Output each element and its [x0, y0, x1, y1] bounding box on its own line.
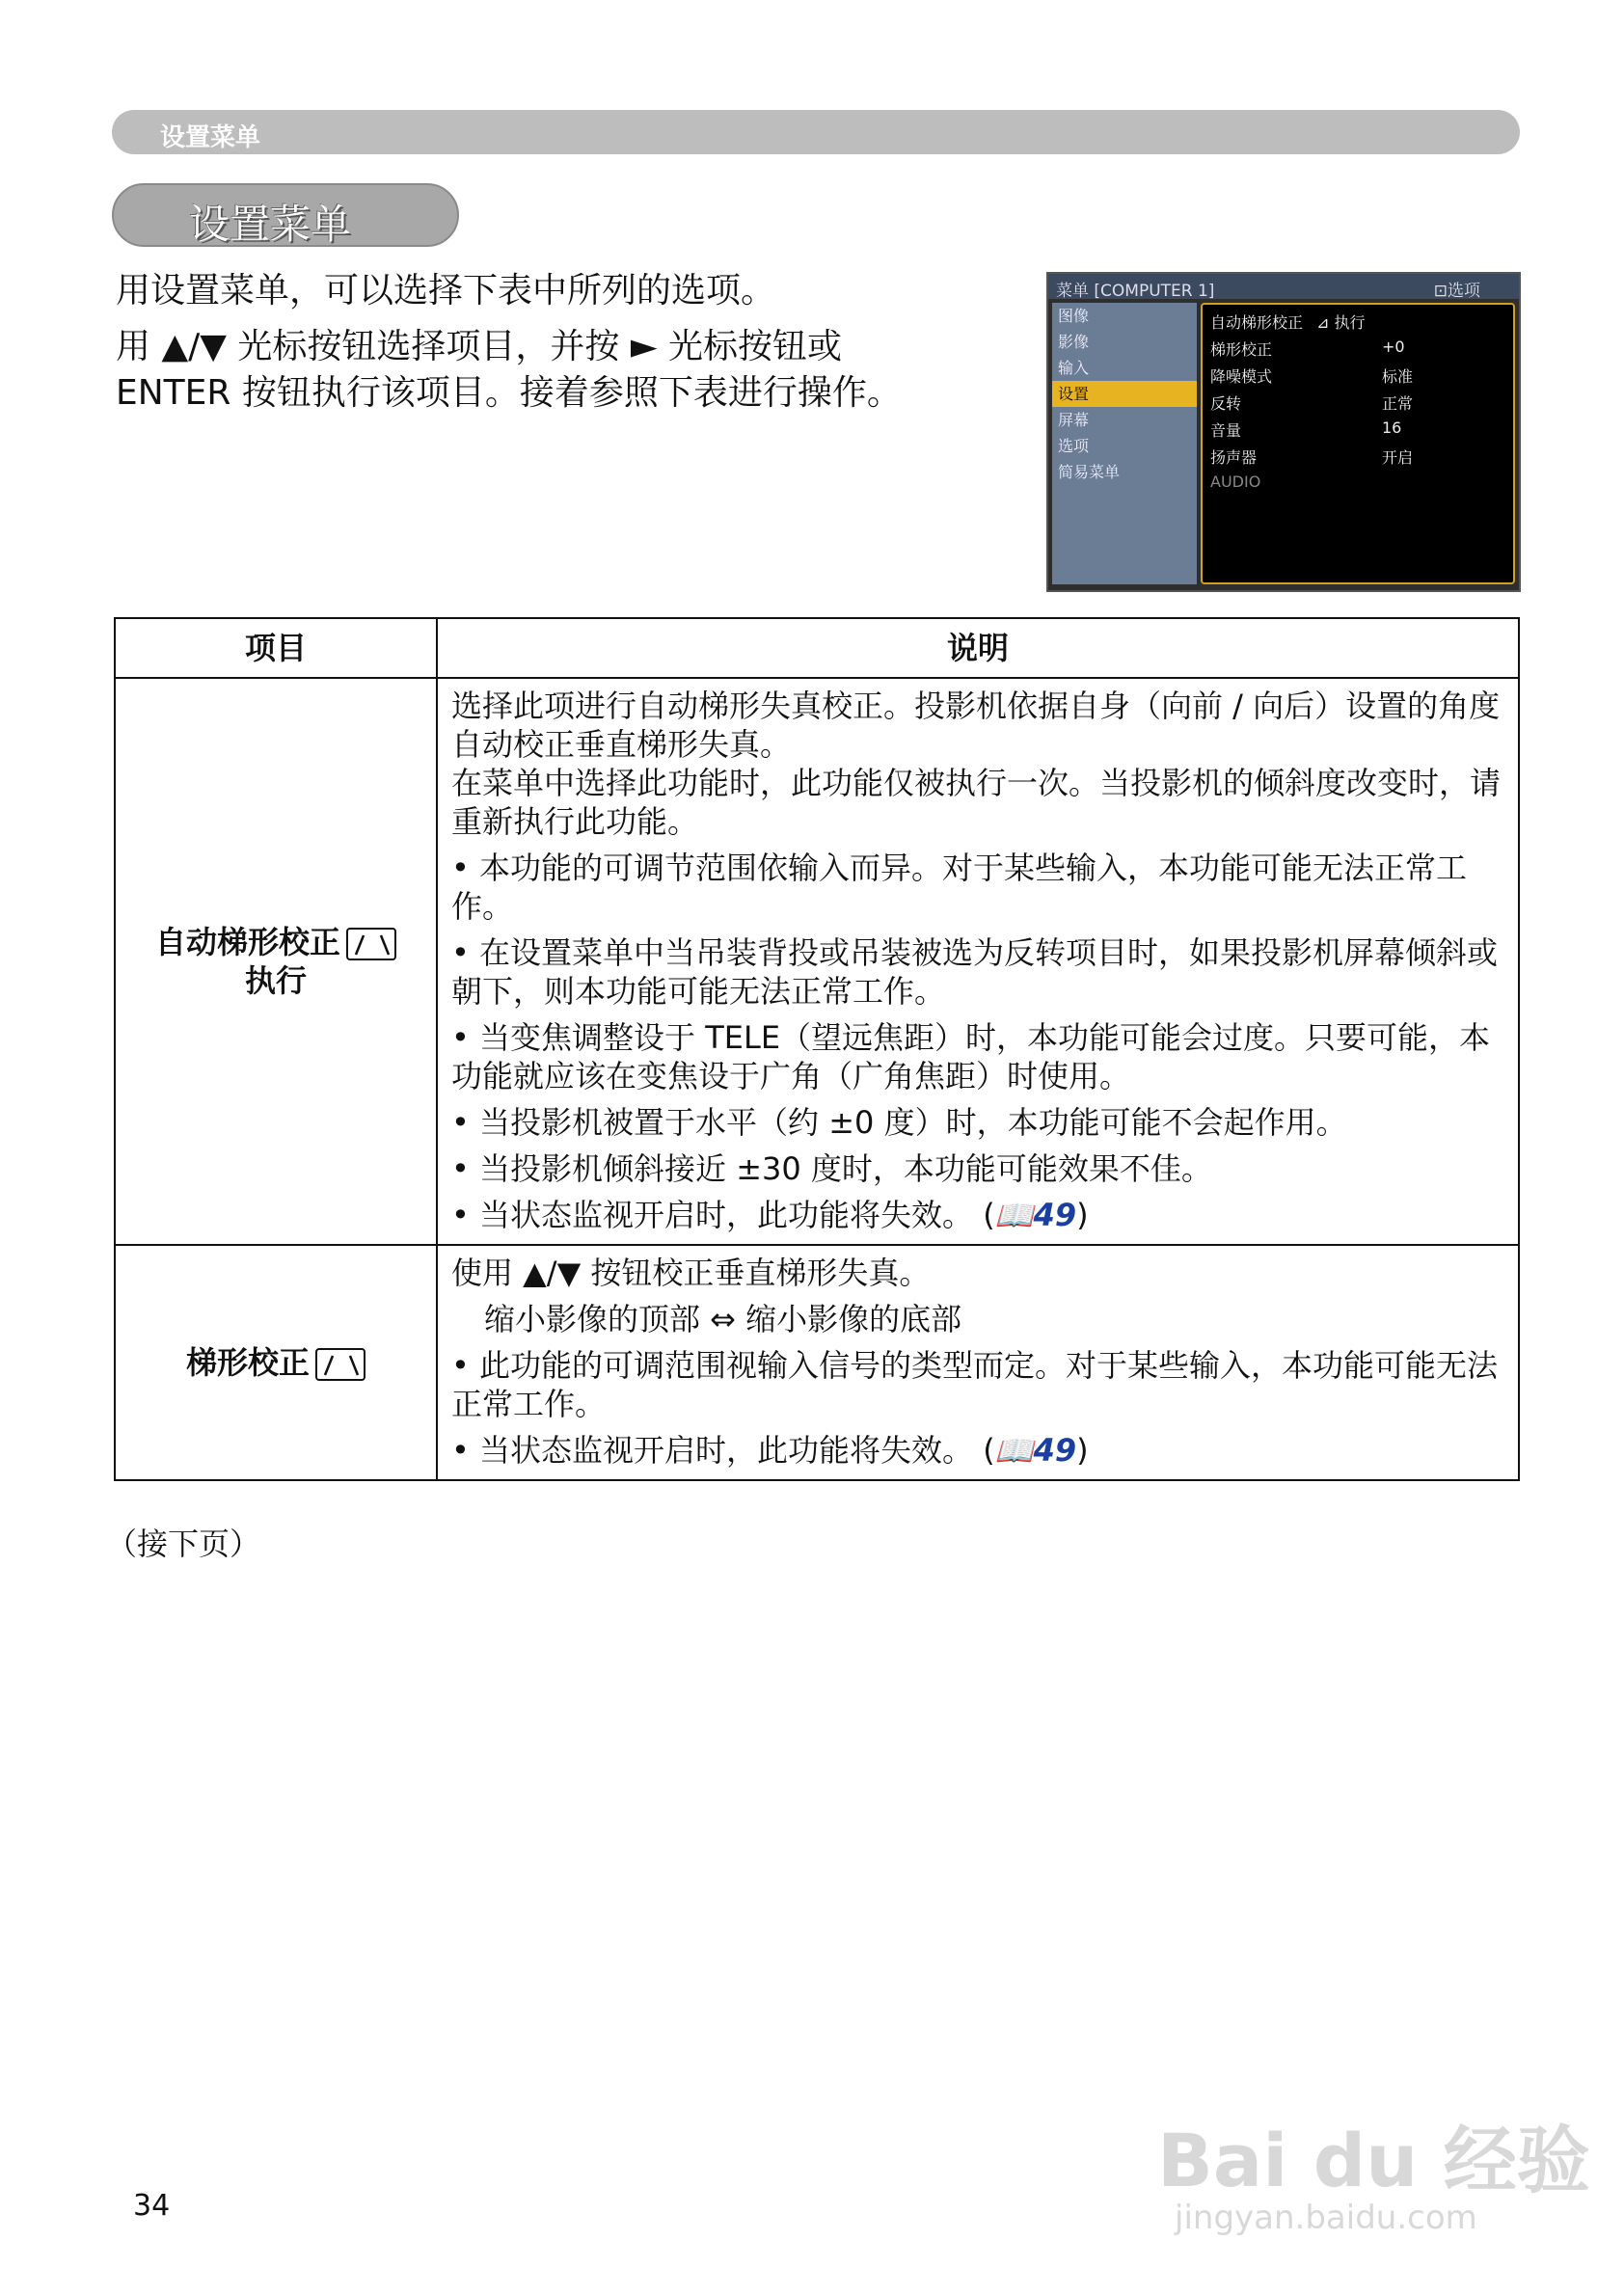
watermark-brand: Bai du 经验 [1157, 2118, 1590, 2203]
osd-select-hint [1434, 277, 1480, 301]
desc-bullet: • 当投影机倾斜接近 ±30 度时，本功能可能效果不佳。 [451, 1150, 1212, 1187]
section-header-label: 设置菜单 [160, 123, 261, 152]
desc-bullet: • 在设置菜单中当吊装背投或吊装被选为反转项目时，如果投影机屏幕倾斜或朝下，则本功能可能无法正常工作。 [451, 934, 1499, 1010]
osd-titlebar [1048, 274, 1519, 299]
osd-row-label: AUDIO [1210, 472, 1261, 491]
osd-category-list [1052, 303, 1197, 584]
desc-paragraph: 缩小影像的顶部 ⇔ 缩小影像的底部 [484, 1301, 962, 1337]
osd-row-label: 反转 [1210, 394, 1242, 413]
table-cell-desc [437, 1245, 1519, 1480]
book-icon: 📖 [994, 1432, 1034, 1469]
watermark-url: jingyan.baidu.com [1175, 2199, 1477, 2237]
desc-bullet-ref: • 当状态监视开启时，此功能将失效。 (📖49) [451, 1197, 1089, 1233]
desc-bullet: • 当投影机被置于水平（约 ±0 度）时，本功能可能不会起作用。 [451, 1104, 1347, 1141]
keystone-icon: ⊿ [1316, 313, 1330, 332]
osd-select-label: 选项 [1448, 282, 1480, 301]
osd-category: 影像 [1058, 333, 1090, 351]
projector-menu-screenshot [1046, 272, 1521, 592]
settings-table [114, 617, 1520, 1481]
manual-ref-page: 49 [1033, 1197, 1077, 1233]
desc-bullet: • 此功能的可调范围视输入信号的类型而定。对于某些输入，本功能可能无法正常工作。 [451, 1347, 1499, 1422]
intro-line-3: ENTER 按钮执行该项目。接着参照下表进行操作。 [116, 373, 902, 413]
book-icon: 📖 [994, 1197, 1034, 1233]
osd-category: 屏幕 [1058, 411, 1090, 429]
select-icon: ⊡ [1433, 282, 1448, 301]
osd-category-selected: 设置 [1052, 381, 1197, 407]
osd-title: 菜单 [COMPUTER 1] [1056, 282, 1215, 301]
osd-row-value-text: 执行 [1334, 313, 1366, 332]
desc-bullet: • 当变焦调整设于 TELE（望远焦距）时，本功能可能会过度。只要可能，本功能就应该在变焦设于广角（广角焦距）时使用。 [451, 1019, 1491, 1094]
osd-row-label: 降噪模式 [1210, 367, 1273, 386]
osd-row-value [1316, 310, 1366, 333]
desc-bullet-ref: • 当状态监视开启时，此功能将失效。 (📖49) [451, 1432, 1089, 1469]
table-row [115, 1245, 1519, 1480]
osd-row-value: 开启 [1382, 448, 1414, 467]
manual-ref-page: 49 [1033, 1432, 1077, 1469]
desc-bullet-text: • 当状态监视开启时，此功能将失效。 [451, 1432, 974, 1469]
desc-bullet-text: • 当状态监视开启时，此功能将失效。 [451, 1197, 974, 1233]
page-title-pill [112, 183, 459, 247]
osd-row-label: 梯形校正 [1210, 340, 1273, 359]
table-header-item: 项目 [115, 618, 437, 678]
intro-line-1: 用设置菜单，可以选择下表中所列的选项。 [116, 271, 776, 310]
osd-row-value: 正常 [1382, 394, 1414, 413]
osd-category: 图像 [1058, 307, 1090, 325]
table-cell-desc [437, 678, 1519, 1245]
osd-row-label: 自动梯形校正 [1210, 313, 1304, 332]
desc-bullet: • 本功能的可调节范围依输入而异。对于某些输入，本功能可能无法正常工作。 [451, 850, 1468, 925]
osd-row-label: 音量 [1210, 421, 1242, 440]
page-number: 34 [133, 2189, 171, 2223]
manual-ref-link[interactable] [995, 1197, 1076, 1233]
osd-row-value: 标准 [1382, 367, 1414, 386]
osd-category: 选项 [1058, 437, 1090, 455]
desc-paragraph: 选择此项进行自动梯形失真校正。投影机依据自身（向前 / 向后）设置的角度自动校正垂直梯形失真。 [451, 688, 1501, 763]
osd-row-value: 16 [1382, 418, 1402, 437]
osd-category: 简易菜单 [1058, 463, 1121, 481]
keystone-icon [346, 928, 396, 960]
desc-paragraph: 使用 ▲/▼ 按钮校正垂直梯形失真。 [451, 1255, 931, 1291]
osd-row-label: 扬声器 [1210, 448, 1258, 467]
osd-settings-panel [1201, 303, 1515, 584]
osd-row-value: +0 [1382, 338, 1405, 356]
table-header-desc: 说明 [437, 618, 1519, 678]
osd-category: 输入 [1058, 359, 1090, 377]
table-row [115, 678, 1519, 1245]
item-label-line-2: 执行 [244, 962, 307, 999]
section-header-bar [112, 110, 1520, 154]
table-header-row [115, 618, 1519, 678]
manual-ref-link[interactable] [995, 1432, 1076, 1469]
keystone-icon [315, 1348, 365, 1381]
continued-note: （接下页） [106, 1526, 261, 1562]
page-title: 设置菜单 [189, 201, 352, 248]
desc-paragraph: 在菜单中选择此功能时，此功能仅被执行一次。当投影机的倾斜度改变时，请重新执行此功能。 [451, 765, 1502, 840]
item-label: 自动梯形校正 [154, 924, 340, 960]
table-cell-item [115, 1245, 437, 1480]
intro-line-2: 用 ▲/▼ 光标按钮选择项目，并按 ► 光标按钮或 [116, 327, 842, 366]
table-cell-item [115, 678, 437, 1245]
item-label: 梯形校正 [185, 1344, 310, 1381]
